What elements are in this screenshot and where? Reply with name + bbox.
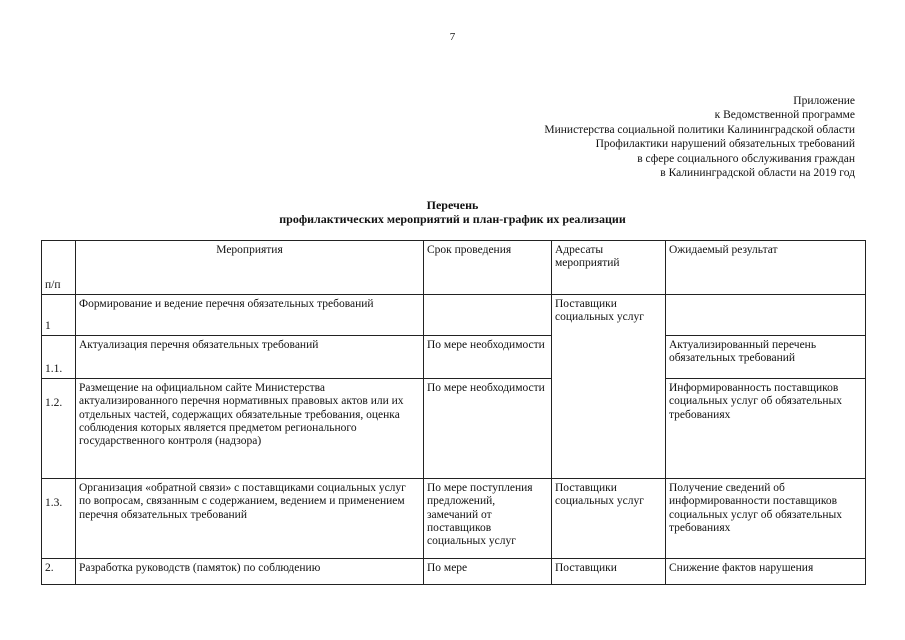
cell-term — [424, 295, 552, 336]
document-title — [0, 198, 905, 226]
table-row — [42, 295, 866, 336]
appendix-line: в сфере социального обслуживания граждан — [637, 152, 855, 165]
measures-table — [41, 240, 866, 585]
cell-result: Информированность поставщиков социальных услуг об обязательных требованиях — [666, 379, 866, 479]
appendix-line: Профилактики нарушений обязательных требований — [595, 138, 855, 151]
header-num: п/п — [42, 241, 76, 295]
appendix-line: Приложение — [793, 95, 855, 107]
cell-addressees: Поставщики социальных услуг — [552, 479, 666, 559]
header-addressees: Адресаты мероприятий — [552, 241, 666, 295]
header-term: Срок проведения — [424, 241, 552, 295]
cell-num: 2. — [42, 559, 76, 585]
appendix-header — [544, 94, 855, 180]
cell-addressees: Поставщики социальных услуг — [552, 295, 666, 479]
cell-result: Снижение фактов нарушения — [666, 559, 866, 585]
appendix-line: к Ведомственной программе — [714, 109, 855, 122]
cell-result — [666, 295, 866, 336]
cell-num: 1.1. — [42, 336, 76, 379]
cell-event: Разработка руководств (памяток) по соблюдению — [76, 559, 424, 585]
cell-event: Организация «обратной связи» с поставщиками социальных услуг по вопросам, связанным с содержанием, ведением и применением перечня обязательных требований — [76, 479, 424, 559]
cell-term: По мере — [424, 559, 552, 585]
cell-event: Актуализация перечня обязательных требований — [76, 336, 424, 379]
table-row — [42, 479, 866, 559]
header-result: Ожидаемый результат — [666, 241, 866, 295]
appendix-line: Министерства социальной политики Калининградской области — [544, 123, 855, 136]
table-row — [42, 336, 866, 379]
table-row — [42, 559, 866, 585]
cell-addressees: Поставщики — [552, 559, 666, 585]
title-line: Перечень — [426, 198, 479, 212]
cell-result: Получение сведений об информированности поставщиков социальных услуг об обязательных требованиях — [666, 479, 866, 559]
cell-num: 1.2. — [42, 379, 76, 479]
title-line: профилактических мероприятий и план-график их реализации — [279, 212, 626, 226]
header-event: Мероприятия — [76, 241, 424, 295]
cell-num: 1 — [42, 295, 76, 336]
appendix-line: в Калининградской области на 2019 год — [660, 167, 855, 180]
cell-event: Формирование и ведение перечня обязательных требований — [76, 295, 424, 336]
cell-term: По мере поступления предложений, замечаний от поставщиков социальных услуг — [424, 479, 552, 559]
cell-num: 1.3. — [42, 479, 76, 559]
cell-event: Размещение на официальном сайте Министерства актуализированного перечня нормативных правовых актов или их отдельных частей, содержащих обязательные требования, оценка соблюдения которых является предметом регионального государственного контроля (надзора) — [76, 379, 424, 479]
cell-result: Актуализированный перечень обязательных требований — [666, 336, 866, 379]
cell-term: По мере необходимости — [424, 379, 552, 479]
page-number: 7 — [449, 31, 456, 43]
cell-term: По мере необходимости — [424, 336, 552, 379]
table-row — [42, 379, 866, 479]
table-header-row — [42, 241, 866, 295]
